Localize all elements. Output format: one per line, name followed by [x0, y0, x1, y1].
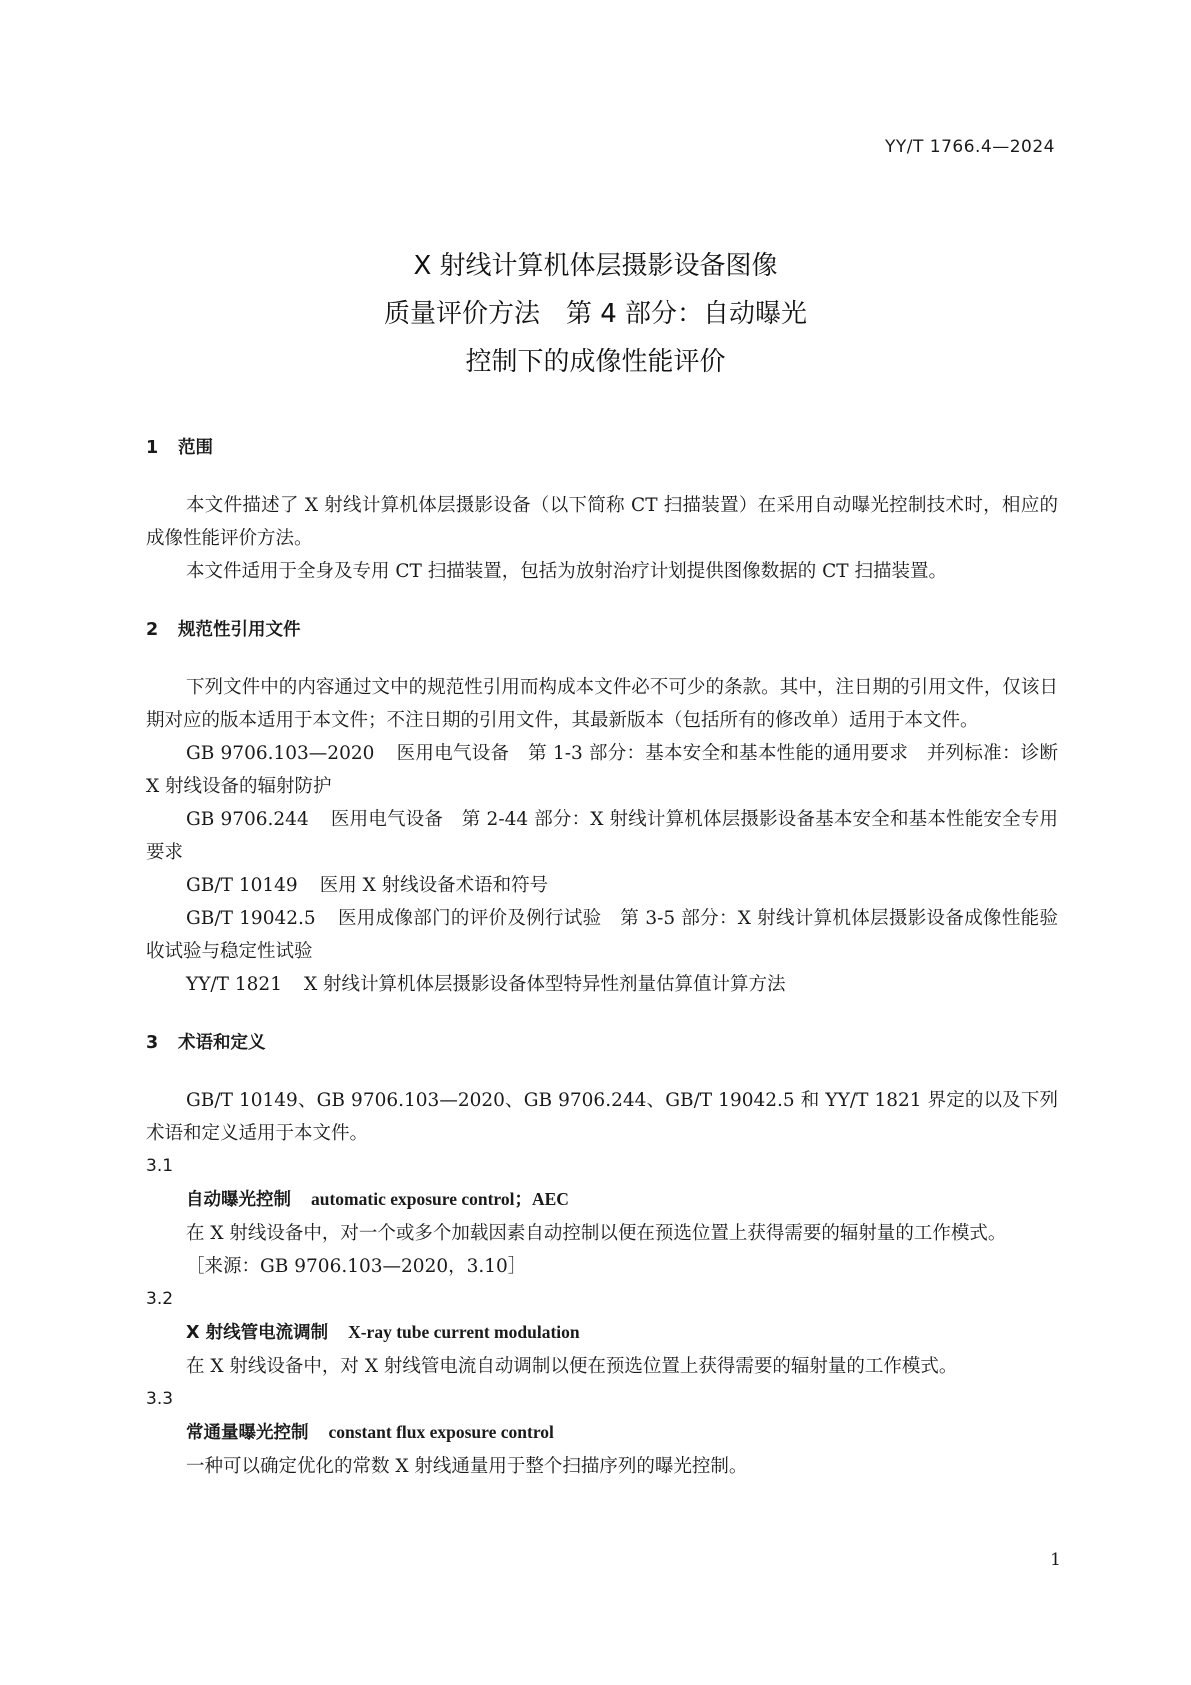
term-title-en: automatic exposure control；AEC: [311, 1189, 569, 1209]
term-title: [146, 1316, 1058, 1350]
section-title: 术语和定义: [178, 1033, 266, 1053]
section-number: 3: [146, 1033, 159, 1053]
reference-code: YY/T 1821: [186, 974, 282, 995]
term-title-en: constant flux exposure control: [328, 1422, 554, 1442]
term-title-en: X-ray tube current modulation: [348, 1322, 580, 1342]
title-line-3: 控制下的成像性能评价: [465, 347, 726, 377]
term-title-zh: X 射线管电流调制: [186, 1323, 329, 1343]
section-heading-terms-definitions: [146, 1027, 1058, 1060]
reference-code: GB/T 19042.5: [186, 908, 316, 929]
term-source: ［来源：GB 9706.103—2020，3.10］: [186, 1256, 527, 1277]
reference-code: GB/T 10149: [186, 875, 298, 896]
reference-item: [146, 737, 1058, 803]
reference-title: 医用电气设备 第 1-3 部分：基本安全和基本性能的通用要求 并列标准：诊断 X 射线设备的辐射防护: [146, 743, 1059, 797]
reference-title: 医用成像部门的评价及例行试验 第 3-5 部分：X 射线计算机体层摄影设备成像性能验收试验与稳定性试验: [146, 908, 1058, 962]
scope-paragraph-2: 本文件适用于全身及专用 CT 扫描装置，包括为放射治疗计划提供图像数据的 CT 扫描装置。: [186, 561, 948, 582]
reference-title: 医用 X 射线设备术语和符号: [319, 875, 549, 896]
term-number: 3.3: [146, 1389, 174, 1409]
section-heading-scope: [146, 432, 1058, 465]
section-heading-normative-references: [146, 614, 1058, 647]
title-line-1: X 射线计算机体层摄影设备图像: [413, 251, 778, 281]
reference-item: [146, 902, 1058, 968]
document-body: [146, 432, 1058, 1483]
standard-code: YY/T 1766.4—2024: [884, 137, 1055, 157]
term-definition: 一种可以确定优化的常数 X 射线通量用于整个扫描序列的曝光控制。: [186, 1456, 748, 1477]
term-title-zh: 常通量曝光控制: [186, 1423, 309, 1443]
reference-title: X 射线计算机体层摄影设备体型特异性剂量估算值计算方法: [303, 974, 786, 995]
references-intro: 下列文件中的内容通过文中的规范性引用而构成本文件必不可少的条款。其中，注日期的引用文件，仅该日期对应的版本适用于本文件；不注日期的引用文件，其最新版本（包括所有的修改单）适用于本文件。: [146, 677, 1058, 731]
document-title: [0, 242, 1191, 386]
section-title: 规范性引用文件: [178, 620, 301, 640]
section-title: 范围: [178, 438, 213, 458]
title-line-2: 质量评价方法 第 4 部分：自动曝光: [383, 299, 808, 329]
section-number: 1: [146, 438, 159, 458]
reference-code: GB 9706.244: [186, 809, 309, 830]
reference-code: GB 9706.103—2020: [186, 743, 375, 764]
term-definition: 在 X 射线设备中，对一个或多个加载因素自动控制以便在预选位置上获得需要的辐射量的工作模式。: [186, 1223, 1007, 1244]
term-title-zh: 自动曝光控制: [186, 1190, 291, 1210]
terms-intro: GB/T 10149、GB 9706.103—2020、GB 9706.244、GB/T 19042.5 和 YY/T 1821 界定的以及下列术语和定义适用于本文件。: [146, 1090, 1058, 1144]
reference-title: 医用电气设备 第 2-44 部分：X 射线计算机体层摄影设备基本安全和基本性能安全专用要求: [146, 809, 1058, 863]
term-definition: 在 X 射线设备中，对 X 射线管电流自动调制以便在预选位置上获得需要的辐射量的工作模式。: [186, 1356, 958, 1377]
term-title: [146, 1183, 1058, 1217]
term-number: 3.1: [146, 1156, 174, 1176]
page-number: 1: [1050, 1550, 1061, 1570]
reference-item: [146, 803, 1058, 869]
reference-item: [146, 968, 1058, 1001]
term-number: 3.2: [146, 1289, 174, 1309]
scope-paragraph-1: 本文件描述了 X 射线计算机体层摄影设备（以下简称 CT 扫描装置）在采用自动曝光控制技术时，相应的成像性能评价方法。: [146, 495, 1058, 549]
term-title: [146, 1416, 1058, 1450]
reference-item: [146, 869, 1058, 902]
section-number: 2: [146, 620, 159, 640]
